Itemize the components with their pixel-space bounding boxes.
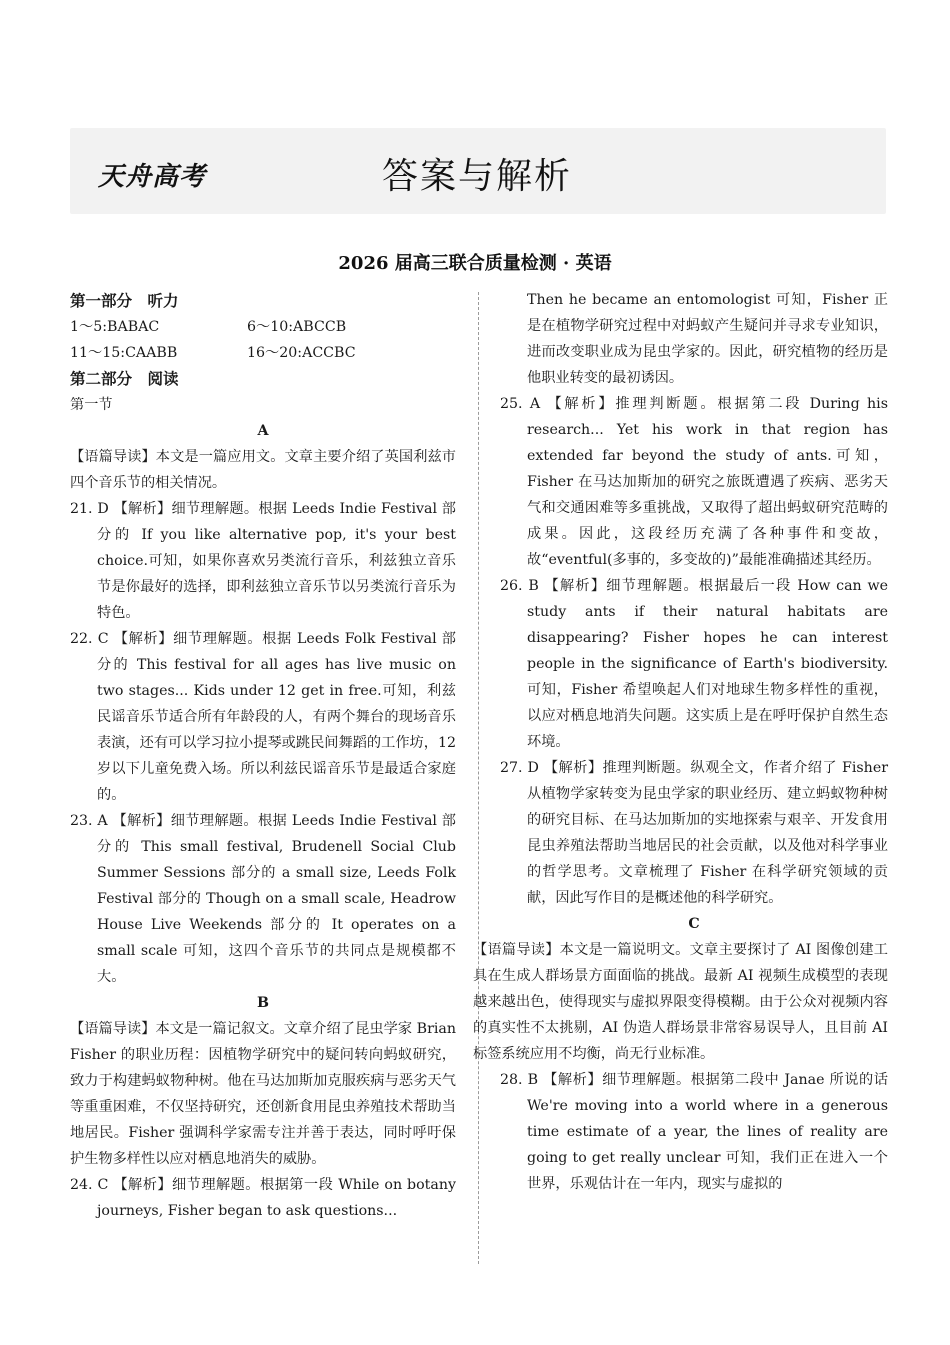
passage-a-intro: 【语篇导读】本文是一篇应用文。文章主要介绍了英国利兹市四个音乐节的相关情况。 (70, 449, 456, 491)
part2-heading: 第二部分 阅读 (70, 370, 179, 388)
passage-c-letter: C (688, 916, 700, 932)
answer-range: 11～15:CAABB (70, 345, 178, 361)
question-22: 22. C 【解析】细节理解题。根据 Leeds Folk Festival 部分的 This festival for all ages has live music on two stages... Kids under 12 get in free.可知，利兹民谣音乐节适合所有年龄段的人，有两个舞台的现场音乐表演，还有可以学习拉小提琴或跳民间舞蹈的工作坊，12 岁以下儿童免费入场。所以利兹民谣音乐节是最适合家庭的。 (70, 631, 456, 803)
question-24-continued: Then he became an entomologist 可知，Fisher 正是在植物学研究过程中对蚂蚁产生疑问并寻求专业知识，进而改变职业成为昆虫学家的。因此，研究植物的经历是他职业转变的最初诱因。 (527, 292, 888, 386)
left-column (70, 288, 456, 1224)
passage-c-intro: 【语篇导读】本文是一篇说明文。文章主要探讨了 AI 图像创建工具在生成人群场景方面面临的挑战。最新 AI 视频生成模型的表现越来越出色，使得现实与虚拟界限变得模糊。由于公众对视频内容的真实性不太挑剔，AI 伪造人群场景非常容易误导人，且目前 AI 标签系统应用不均衡，尚无行业标准。 (473, 942, 888, 1062)
right-column (473, 287, 888, 1197)
answer-range: 16～20:ACCBC (247, 345, 356, 361)
question-26: 26. B 【解析】细节理解题。根据最后一段 How can we study ants if their natural habitats are disappearing? Fisher hopes he can interest people in the significance of Earth's biodiversity.可知，Fisher 希望唤起人们对地球生物多样性的重视，以应对栖息地消失问题。这实质上是在呼吁保护自然生态环境。 (500, 578, 888, 750)
question-28: 28. B 【解析】细节理解题。根据第二段中 Janae 所说的话 We're moving into a world where in a generous time estimate of a year, the lines of reality are going to get really unclear 可知，我们正在进入一个世界，乐观估计在一年内，现实与虚拟的 (500, 1072, 888, 1192)
passage-b-intro: 【语篇导读】本文是一篇记叙文。文章介绍了昆虫学家 Brian Fisher 的职业历程：因植物学研究中的疑问转向蚂蚁研究，致力于构建蚂蚁物种树。他在马达加斯加克服疾病与恶劣天气等重重困难，不仅坚持研究，还创新食用昆虫养殖技术帮助当地居民。Fisher 强调科学家需专注并善于表达，同时呼吁保护生物多样性以应对栖息地消失的威胁。 (70, 1021, 456, 1167)
answer-row (70, 340, 456, 366)
passage-a-letter: A (257, 423, 269, 439)
question-21: 21. D 【解析】细节理解题。根据 Leeds Indie Festival 部分的 If you like alternative pop, it's your best choice.可知，如果你喜欢另类流行音乐，利兹独立音乐节是你最好的选择，即利兹独立音乐节以另类流行音乐为特色。 (70, 501, 456, 621)
question-23: 23. A 【解析】细节理解题。根据 Leeds Indie Festival 部分的 This small festival, Brudenell Social Club Summer Sessions 部分的 a small size, Leeds Folk Festival 部分的 Though on a small scale, Headrow House Live Weekends 部分的 It operates on a small scale 可知，这四个音乐节的共同点是规模都不大。 (70, 813, 456, 985)
section-label: 第一节 (70, 397, 113, 413)
question-25: 25. A 【解析】推理判断题。根据第二段 During his research... Yet his work in that region has extended far beyond the study of ants.可知，Fisher 在马达加斯加的研究之旅既遭遇了疾病、恶劣天气和交通困难等多重挑战，又取得了超出蚂蚁研究范畴的成果。因此，这段经历充满了各种事件和变故，故“eventful(多事的，多变故的)”最能准确描述其经历。 (500, 396, 888, 568)
column-divider (478, 292, 479, 1264)
page-header (70, 128, 886, 214)
passage-b-letter: B (257, 995, 269, 1011)
part1-heading: 第一部分 听力 (70, 292, 179, 310)
answer-range: 1～5:BABAC (70, 319, 160, 335)
header-title: 答案与解析 (382, 156, 573, 197)
question-24-start: 24. C 【解析】细节理解题。根据第一段 While on botany journeys, Fisher began to ask questions... (70, 1177, 456, 1219)
question-27: 27. D 【解析】推理判断题。纵观全文，作者介绍了 Fisher 从植物学家转变为昆虫学家的职业经历、建立蚂蚁物种树的研究目标、在马达加斯加的实地探索与艰辛、开发食用昆虫养殖法帮助当地居民的社会贡献，以及他对科学事业的哲学思考。文章梳理了 Fisher 在科学研究领域的贡献，因此写作目的是概述他的科学研究。 (500, 760, 888, 906)
answer-row (70, 314, 456, 340)
exam-title: 2026 届高三联合质量检测 · 英语 (338, 253, 612, 274)
answer-range: 6～10:ABCCB (247, 319, 347, 335)
brand-logo: 天舟高考 (98, 162, 207, 192)
